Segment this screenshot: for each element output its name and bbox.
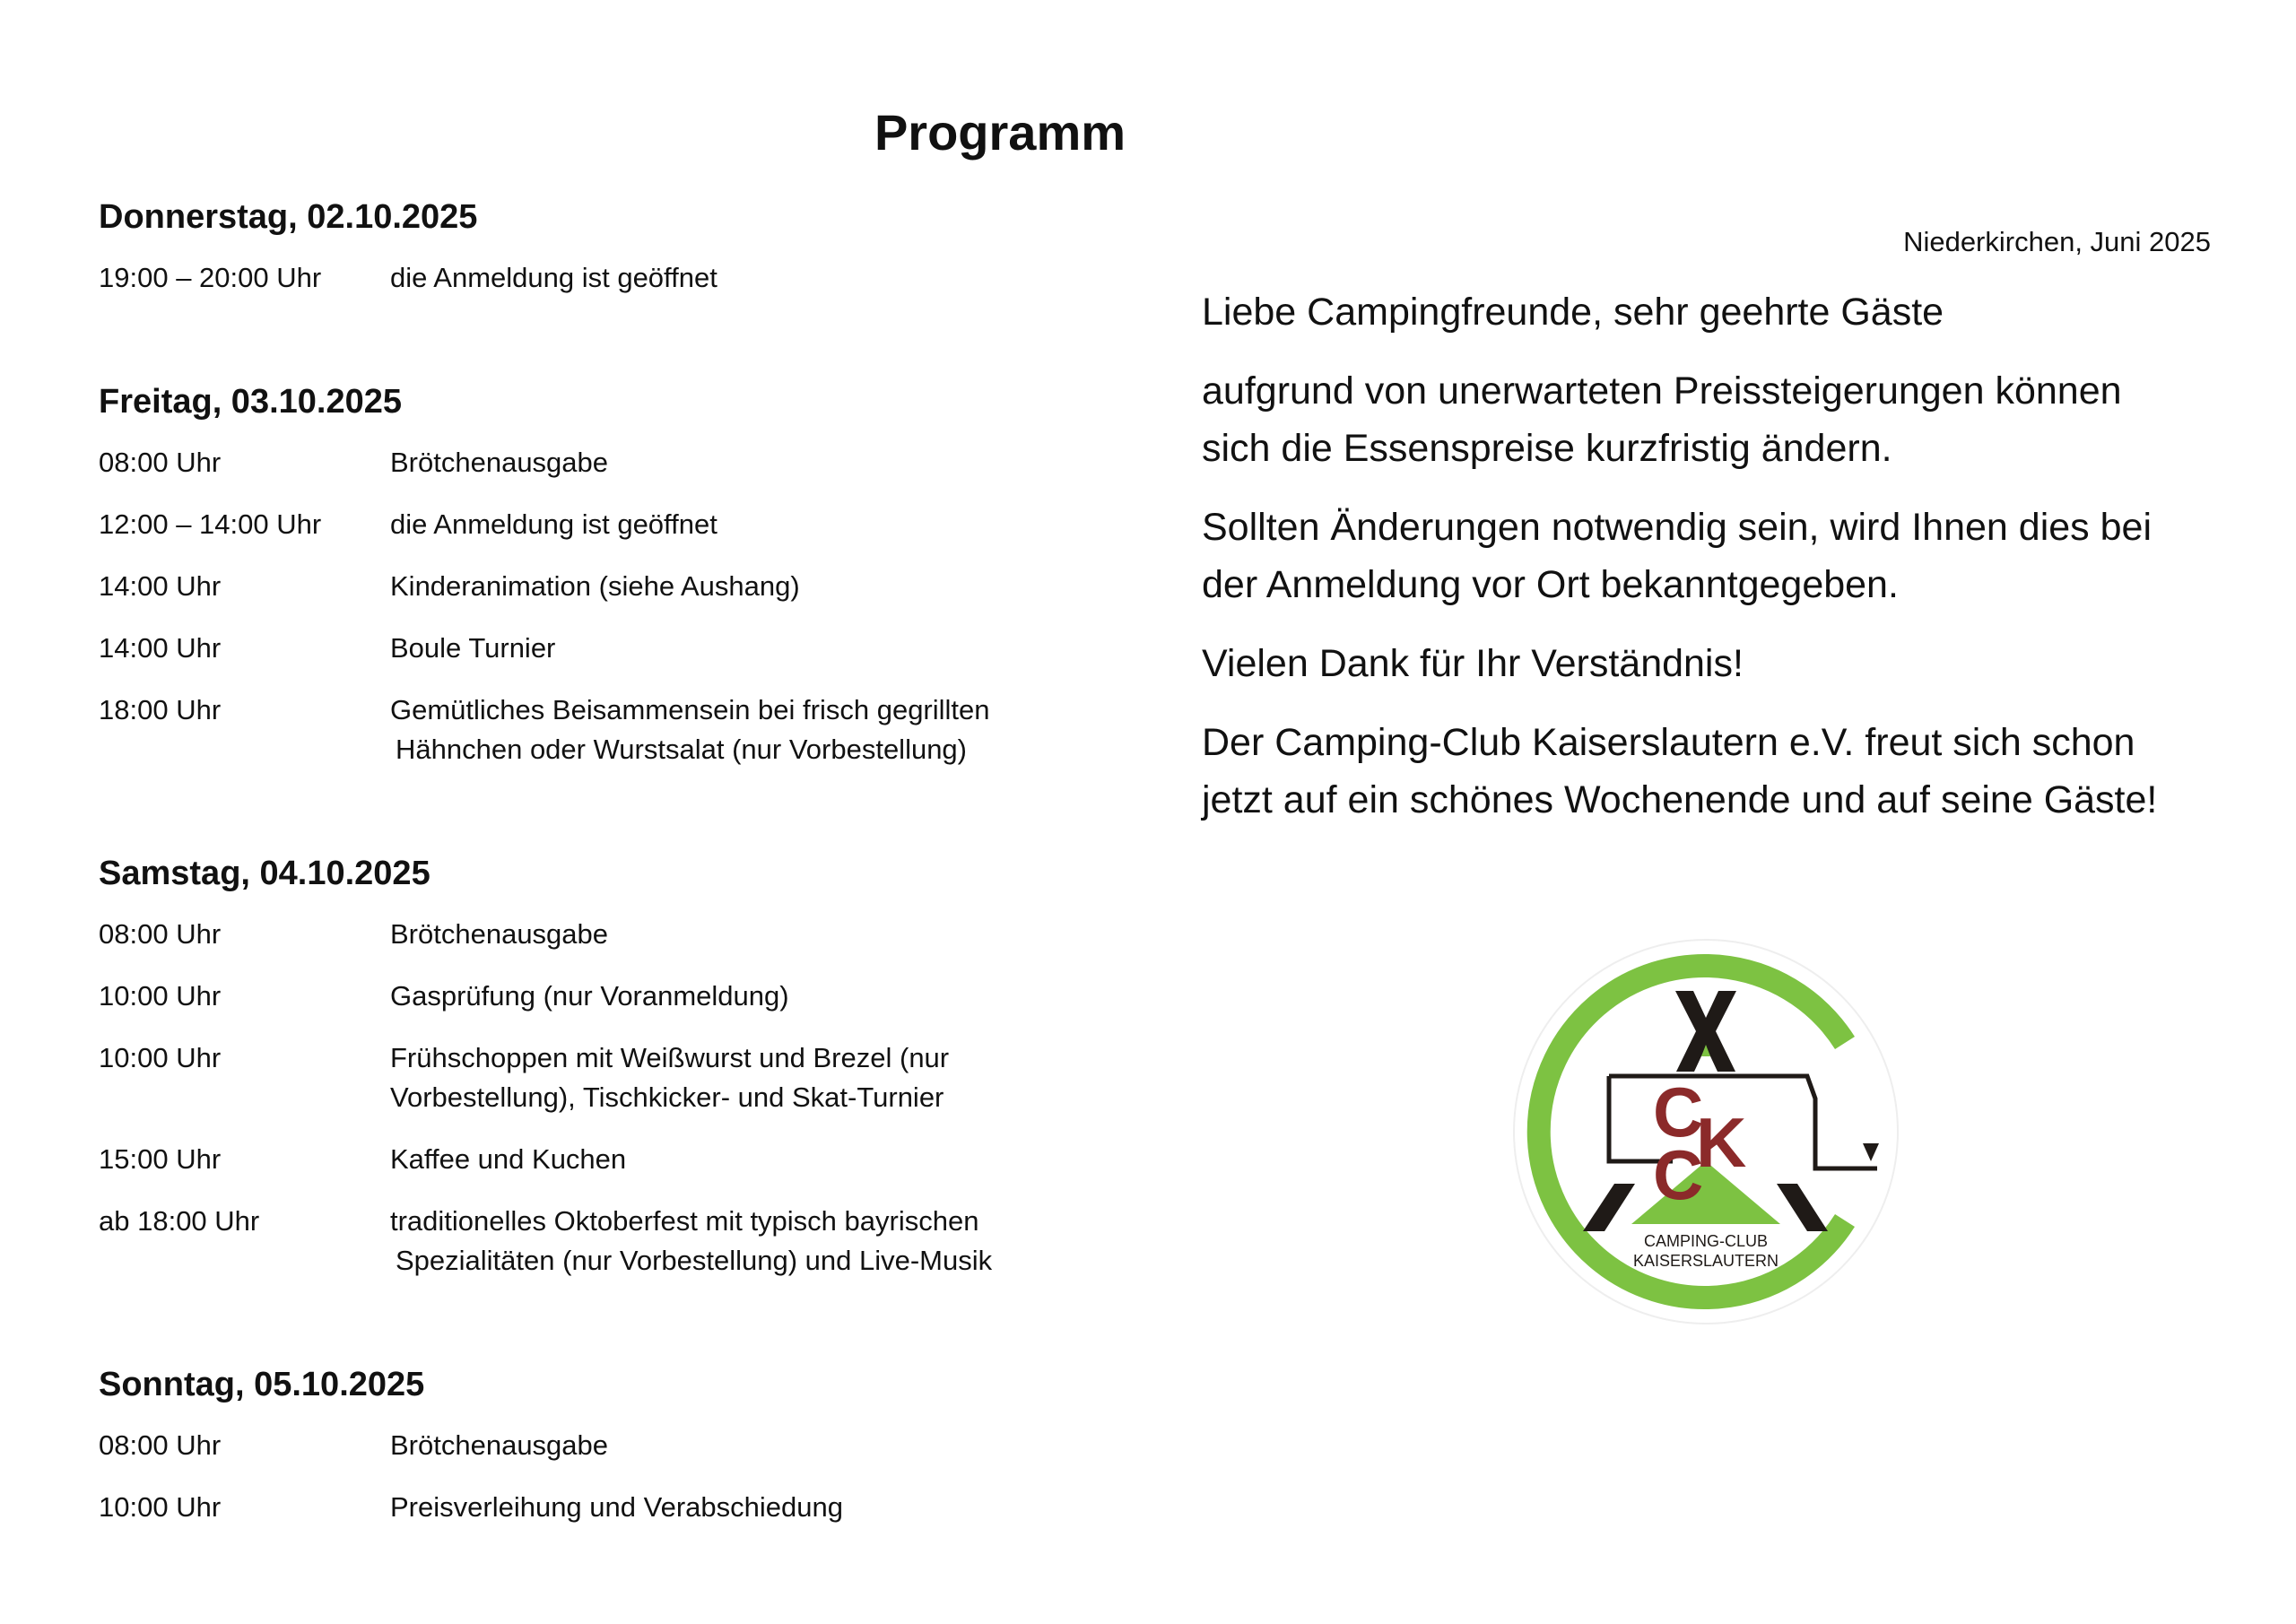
- schedule-row: [99, 1426, 1085, 1465]
- schedule-description-line: Hähnchen oder Wurstsalat (nur Vorbestellung): [396, 734, 967, 765]
- schedule-description: die Anmeldung ist geöffnet: [390, 508, 718, 540]
- page-title: Programm: [874, 104, 1126, 161]
- schedule-description: die Anmeldung ist geöffnet: [390, 262, 718, 293]
- schedule-row: [99, 915, 1085, 954]
- schedule-time: 08:00 Uhr: [99, 447, 222, 478]
- schedule-time: 10:00 Uhr: [99, 980, 222, 1012]
- letter-line: Der Camping-Club Kaiserslautern e.V. freut sich schon: [1202, 721, 2135, 764]
- logo-text: KAISERSLAUTERN: [1632, 1252, 1779, 1270]
- schedule-time: 08:00 Uhr: [99, 1429, 222, 1461]
- letter-line: jetzt auf ein schönes Wochenende und auf seine Gäste!: [1202, 778, 2158, 821]
- day-heading: Freitag, 03.10.2025: [99, 383, 402, 421]
- schedule-time: 10:00 Uhr: [99, 1491, 222, 1523]
- logo-letter: C: [1653, 1073, 1704, 1151]
- schedule-time: 12:00 – 14:00 Uhr: [99, 508, 322, 540]
- schedule-description-line: Frühschoppen mit Weißwurst und Brezel (nur: [390, 1042, 950, 1073]
- logo-letter: K: [1696, 1103, 1747, 1182]
- day-section-sunday: [99, 1363, 1085, 1527]
- letter-greeting: Liebe Campingfreunde, sehr geehrte Gäste: [1202, 291, 1944, 334]
- day-section-friday: [99, 380, 1085, 769]
- schedule-row: [99, 567, 1085, 606]
- letter-line: der Anmeldung vor Ort bekanntgegeben.: [1202, 563, 1899, 606]
- letter-paragraph: [1202, 714, 2215, 829]
- schedule-row: [99, 443, 1085, 482]
- schedule-time: 14:00 Uhr: [99, 632, 222, 664]
- schedule-description: Gasprüfung (nur Voranmeldung): [390, 980, 789, 1012]
- dateline: Niederkirchen, Juni 2025: [1903, 226, 2211, 257]
- schedule-description: [390, 1202, 1085, 1281]
- schedule-description: Kinderanimation (siehe Aushang): [390, 570, 800, 602]
- letter-line: sich die Essenspreise kurzfristig ändern.: [1202, 427, 1892, 470]
- club-logo-graphic: [1511, 937, 1901, 1327]
- letter-paragraph: [1202, 499, 2215, 613]
- day-heading: Samstag, 04.10.2025: [99, 855, 430, 892]
- schedule-time: 14:00 Uhr: [99, 570, 222, 602]
- schedule-description: Brötchenausgabe: [390, 1429, 609, 1461]
- schedule-description-line: traditionelles Oktoberfest mit typisch bayrischen: [390, 1205, 979, 1237]
- schedule-time: 08:00 Uhr: [99, 918, 222, 950]
- schedule-time: 19:00 – 20:00 Uhr: [99, 262, 322, 293]
- schedule-row: [99, 505, 1085, 544]
- schedule-row: [99, 977, 1085, 1016]
- schedule-description: Boule Turnier: [390, 632, 556, 664]
- schedule-row: [99, 1488, 1085, 1527]
- logo-letter: C: [1653, 1135, 1704, 1214]
- schedule-description: Brötchenausgabe: [390, 918, 609, 950]
- schedule-description: Kaffee und Kuchen: [390, 1143, 627, 1175]
- schedule-row: [99, 629, 1085, 668]
- day-section-thursday: [99, 195, 1085, 298]
- logo-text: CAMPING-CLUB: [1643, 1232, 1769, 1250]
- schedule-time: 15:00 Uhr: [99, 1143, 222, 1175]
- schedule-row: [99, 1140, 1085, 1179]
- day-section-saturday: [99, 852, 1085, 1281]
- schedule-description: [390, 690, 1085, 769]
- day-heading: Sonntag, 05.10.2025: [99, 1366, 425, 1403]
- schedule-description: [390, 1038, 1085, 1117]
- letter-paragraph: Vielen Dank für Ihr Verständnis!: [1202, 642, 1744, 685]
- schedule-description-line: Gemütliches Beisammensein bei frisch gegrillten: [390, 694, 990, 725]
- day-heading: Donnerstag, 02.10.2025: [99, 198, 478, 236]
- letter-line: Sollten Änderungen notwendig sein, wird Ihnen dies bei: [1202, 506, 2152, 549]
- schedule-row: [99, 1202, 1085, 1281]
- schedule-description: Preisverleihung und Verabschiedung: [390, 1491, 843, 1523]
- schedule-time: 10:00 Uhr: [99, 1042, 222, 1073]
- letter-paragraph: [1202, 362, 2215, 477]
- schedule-description: Brötchenausgabe: [390, 447, 609, 478]
- schedule-description-line: Spezialitäten (nur Vorbestellung) und Live-Musik: [396, 1245, 993, 1276]
- schedule-row: [99, 258, 1085, 298]
- schedule-description-line: Vorbestellung), Tischkicker- und Skat-Turnier: [390, 1081, 944, 1113]
- schedule-time: ab 18:00 Uhr: [99, 1205, 260, 1237]
- schedule-time: 18:00 Uhr: [99, 694, 222, 725]
- letter-body: [1202, 283, 2215, 829]
- schedule-row: [99, 690, 1085, 769]
- schedule-row: [99, 1038, 1085, 1117]
- club-logo: [1511, 937, 1901, 1327]
- letter-line: aufgrund von unerwarteten Preissteigerungen können: [1202, 369, 2122, 413]
